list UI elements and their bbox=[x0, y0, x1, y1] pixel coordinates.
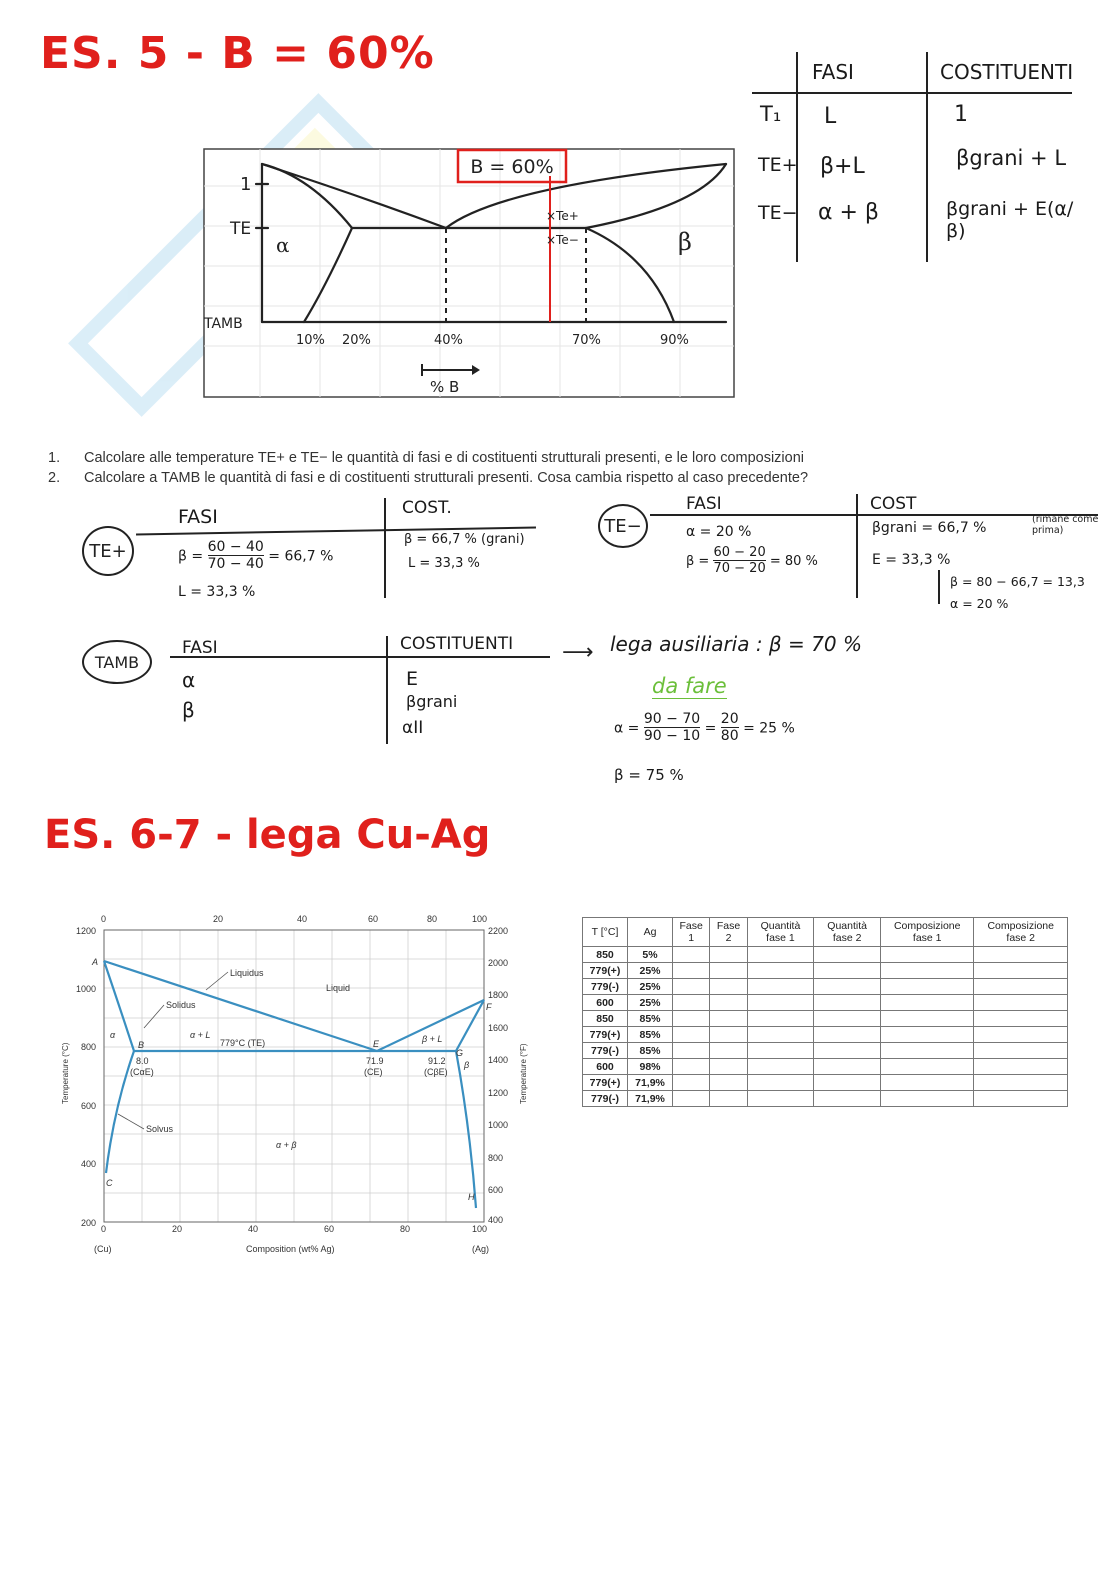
point-c: C bbox=[106, 1178, 113, 1188]
cell-ag: 98% bbox=[628, 1059, 673, 1075]
table-row bbox=[583, 1043, 1068, 1059]
cell-empty bbox=[880, 1043, 974, 1059]
table-row bbox=[583, 1027, 1068, 1043]
cu-ag-exercise-table bbox=[582, 917, 1068, 1107]
cell-empty bbox=[710, 1059, 747, 1075]
label-alpha: α bbox=[110, 1030, 116, 1040]
label-ce: 71.9 bbox=[366, 1056, 384, 1066]
tamb-cost-beta: βgrani bbox=[406, 692, 458, 711]
cell-empty bbox=[747, 995, 814, 1011]
cell-empty bbox=[673, 1027, 710, 1043]
point-e: E bbox=[373, 1039, 380, 1049]
question-1: 1. Calcolare alle temperature TE+ e TE− le quantità di fasi e di costituenti strutturali presenti, e le loro composizioni bbox=[48, 450, 805, 466]
cell-temperature: 779(-) bbox=[583, 979, 628, 995]
cell-empty bbox=[814, 1075, 881, 1091]
th-ag: Ag bbox=[628, 918, 673, 947]
th-fase2: Fase 2 bbox=[710, 918, 747, 947]
left-tick-1200: 1200 bbox=[76, 926, 97, 936]
row-te-minus-fasi: α + β bbox=[818, 200, 879, 225]
table-row bbox=[583, 963, 1068, 979]
cell-empty bbox=[710, 1091, 747, 1107]
te-minus-circle: TE− bbox=[598, 504, 648, 548]
right-tick-1600: 1600 bbox=[488, 1023, 509, 1033]
bottom-tick-80: 80 bbox=[400, 1224, 411, 1234]
label-liquid: Liquid bbox=[326, 983, 351, 993]
te-plus-circle: TE+ bbox=[82, 526, 134, 576]
cell-empty bbox=[747, 979, 814, 995]
row-t1-cost: 1 bbox=[954, 102, 968, 127]
te-plus-beta-eq: β = $\frac{60 - 40}{70 - 40}$ = 66,7 % bbox=[178, 539, 334, 573]
tamb-cost-e: E bbox=[406, 668, 419, 690]
bottom-tick-20: 20 bbox=[172, 1224, 183, 1234]
marker-te-plus: ×Te+ bbox=[546, 209, 579, 223]
cell-ag: 5% bbox=[628, 947, 673, 963]
cell-empty bbox=[710, 1011, 747, 1027]
cell-empty bbox=[880, 1091, 974, 1107]
cell-empty bbox=[880, 979, 974, 995]
cell-empty bbox=[673, 1011, 710, 1027]
cell-empty bbox=[710, 995, 747, 1011]
cell-empty bbox=[880, 963, 974, 979]
th-c2: Composizione fase 2 bbox=[974, 918, 1068, 947]
y-label-1: 1 bbox=[240, 174, 252, 195]
tamb-arrow-text: lega ausiliaria : β = 70 % bbox=[610, 632, 862, 656]
right-tick-1000: 1000 bbox=[488, 1120, 509, 1130]
label-beta-l: β + L bbox=[422, 1034, 443, 1044]
table-row bbox=[583, 979, 1068, 995]
tamb-fase-beta: β bbox=[182, 698, 195, 722]
cell-empty bbox=[747, 1027, 814, 1043]
cell-temperature: 779(+) bbox=[583, 1075, 628, 1091]
cell-empty bbox=[974, 995, 1068, 1011]
cell-empty bbox=[710, 979, 747, 995]
cell-empty bbox=[974, 1043, 1068, 1059]
te-minus-cost-beta: βgrani = 66,7 % bbox=[872, 520, 987, 536]
cell-empty bbox=[880, 1059, 974, 1075]
cell-empty bbox=[710, 1075, 747, 1091]
cell-empty bbox=[747, 1059, 814, 1075]
cell-empty bbox=[673, 1059, 710, 1075]
th-fase1: Fase 1 bbox=[673, 918, 710, 947]
te-plus-cost-beta: β = 66,7 % (grani) bbox=[404, 532, 525, 547]
row-te-minus-label: TE− bbox=[758, 202, 798, 224]
te-minus-block bbox=[650, 494, 1110, 618]
label-alpha-beta: α + β bbox=[276, 1140, 297, 1150]
row-t1-fasi: L bbox=[824, 104, 837, 129]
x-tick-10: 10% bbox=[296, 333, 325, 348]
cell-empty bbox=[814, 1011, 881, 1027]
cell-empty bbox=[747, 1043, 814, 1059]
cell-empty bbox=[673, 995, 710, 1011]
cell-empty bbox=[880, 947, 974, 963]
bottom-tick-0: 0 bbox=[101, 1224, 107, 1234]
left-tick-200: 200 bbox=[81, 1218, 97, 1228]
tamb-block bbox=[170, 632, 560, 748]
cell-empty bbox=[673, 979, 710, 995]
cell-empty bbox=[814, 995, 881, 1011]
table-row bbox=[583, 947, 1068, 963]
cu-ag-phase-diagram bbox=[56, 908, 546, 1264]
top-tick-20: 20 bbox=[213, 914, 224, 924]
label-eutectic: 779°C (TE) bbox=[220, 1038, 266, 1048]
ex5-summary-table bbox=[752, 52, 1082, 264]
row-te-plus-fasi: β+L bbox=[820, 154, 865, 179]
right-tick-2000: 2000 bbox=[488, 958, 509, 968]
th-c1: Composizione fase 1 bbox=[880, 918, 974, 947]
top-tick-80: 80 bbox=[427, 914, 438, 924]
table-row bbox=[583, 1091, 1068, 1107]
x-tick-70: 70% bbox=[572, 333, 601, 348]
cell-empty bbox=[710, 963, 747, 979]
cell-empty bbox=[710, 1043, 747, 1059]
cell-empty bbox=[747, 1011, 814, 1027]
point-f: F bbox=[486, 1002, 492, 1012]
top-tick-100: 100 bbox=[472, 914, 488, 924]
x-end-cu: (Cu) bbox=[94, 1244, 112, 1254]
x-tick-90: 90% bbox=[660, 333, 689, 348]
tamb-beta-line: β = 75 % bbox=[614, 766, 684, 784]
cell-temperature: 600 bbox=[583, 995, 628, 1011]
label-alpha-l: α + L bbox=[190, 1030, 211, 1040]
cell-empty bbox=[673, 1091, 710, 1107]
te-minus-sub-alpha: α = 20 % bbox=[950, 596, 1009, 611]
table-row bbox=[583, 1059, 1068, 1075]
questions-list bbox=[48, 450, 808, 490]
cell-ag: 71,9% bbox=[628, 1075, 673, 1091]
region-alpha: α bbox=[276, 233, 290, 257]
row-t1-label: T₁ bbox=[760, 102, 782, 126]
label-liquidus: Liquidus bbox=[230, 968, 264, 978]
axis-label: % B bbox=[430, 378, 460, 396]
tamb-green-note: da fare bbox=[652, 674, 727, 698]
cell-empty bbox=[974, 1075, 1068, 1091]
point-a: A bbox=[92, 957, 99, 967]
te-minus-sub-beta: β = 80 − 66,7 = 13,3 bbox=[950, 574, 1085, 589]
cell-empty bbox=[673, 947, 710, 963]
label-beta: β bbox=[464, 1060, 470, 1070]
cell-ag: 25% bbox=[628, 979, 673, 995]
cell-temperature: 600 bbox=[583, 1059, 628, 1075]
cell-ag: 85% bbox=[628, 1043, 673, 1059]
te-plus-fasi-head: FASI bbox=[178, 506, 218, 528]
point-h: H bbox=[468, 1192, 475, 1202]
left-tick-1000: 1000 bbox=[76, 984, 97, 994]
ex5-phase-diagram bbox=[200, 146, 740, 400]
bottom-tick-40: 40 bbox=[248, 1224, 259, 1234]
cell-empty bbox=[814, 1027, 881, 1043]
col-fasi: FASI bbox=[812, 60, 854, 84]
tamb-cost-head: COSTITUENTI bbox=[400, 634, 514, 654]
cell-temperature: 779(+) bbox=[583, 963, 628, 979]
y-label-te: TE bbox=[230, 219, 252, 239]
label-ca: 8.0 bbox=[136, 1056, 149, 1066]
te-plus-cost-head: COST. bbox=[402, 498, 452, 518]
row-te-plus-cost: βgrani + L bbox=[956, 146, 1067, 170]
cell-temperature: 779(-) bbox=[583, 1043, 628, 1059]
top-tick-40: 40 bbox=[297, 914, 308, 924]
right-tick-400: 400 bbox=[488, 1215, 504, 1225]
te-plus-cost-l: L = 33,3 % bbox=[408, 556, 480, 571]
cell-empty bbox=[880, 1011, 974, 1027]
col-costituenti: COSTITUENTI bbox=[940, 60, 1074, 84]
cell-empty bbox=[814, 963, 881, 979]
point-g: G bbox=[456, 1048, 464, 1058]
cell-temperature: 850 bbox=[583, 1011, 628, 1027]
te-minus-cost-note: (rimane come prima) bbox=[1032, 514, 1099, 536]
bottom-tick-100: 100 bbox=[472, 1224, 488, 1234]
left-tick-600: 600 bbox=[81, 1101, 97, 1111]
right-tick-800: 800 bbox=[488, 1153, 504, 1163]
right-tick-1800: 1800 bbox=[488, 990, 509, 1000]
label-ca-sub: (CαE) bbox=[130, 1067, 154, 1077]
y-label-tamb: TAMB bbox=[204, 316, 243, 332]
cell-empty bbox=[880, 1027, 974, 1043]
cell-ag: 85% bbox=[628, 1027, 673, 1043]
cell-empty bbox=[747, 1091, 814, 1107]
cell-empty bbox=[814, 1059, 881, 1075]
te-minus-cost-e: E = 33,3 % bbox=[872, 552, 951, 568]
cell-ag: 85% bbox=[628, 1011, 673, 1027]
te-minus-beta-eq: β = $\frac{60 - 20}{70 - 20}$ = 80 % bbox=[686, 545, 818, 577]
tamb-fasi-head: FASI bbox=[182, 638, 218, 658]
region-beta: β bbox=[678, 228, 692, 256]
y-title-right: Temperature (°F) bbox=[519, 1043, 528, 1104]
te-plus-block bbox=[136, 498, 546, 608]
cell-empty bbox=[747, 1075, 814, 1091]
cell-empty bbox=[673, 1043, 710, 1059]
tamb-alpha-eq: α = $\frac{90 - 70}{90 - 10}$ = $\frac{20}{80}$ = 25 % bbox=[614, 711, 795, 745]
te-minus-fasi-head: FASI bbox=[686, 494, 722, 514]
right-tick-600: 600 bbox=[488, 1185, 504, 1195]
tamb-circle: TAMB bbox=[82, 640, 152, 684]
arrow-icon: ⟶ bbox=[562, 640, 594, 665]
cell-empty bbox=[747, 947, 814, 963]
cell-empty bbox=[814, 1043, 881, 1059]
table-row bbox=[583, 995, 1068, 1011]
left-tick-400: 400 bbox=[81, 1159, 97, 1169]
te-minus-alpha: α = 20 % bbox=[686, 524, 752, 540]
top-tick-60: 60 bbox=[368, 914, 379, 924]
label-solvus: Solvus bbox=[146, 1124, 174, 1134]
row-te-plus-label: TE+ bbox=[758, 154, 798, 176]
cell-empty bbox=[880, 1075, 974, 1091]
cell-empty bbox=[974, 1091, 1068, 1107]
cell-empty bbox=[974, 963, 1068, 979]
right-tick-2200: 2200 bbox=[488, 926, 509, 936]
cell-empty bbox=[974, 979, 1068, 995]
cell-ag: 25% bbox=[628, 963, 673, 979]
cell-empty bbox=[974, 1027, 1068, 1043]
ex67-title: ES. 6-7 - lega Cu-Ag bbox=[44, 812, 491, 858]
cell-empty bbox=[673, 963, 710, 979]
marker-te-minus: ×Te− bbox=[546, 233, 579, 247]
table-row bbox=[583, 1011, 1068, 1027]
right-tick-1200: 1200 bbox=[488, 1088, 509, 1098]
cell-empty bbox=[710, 947, 747, 963]
th-q2: Quantità fase 2 bbox=[814, 918, 881, 947]
cell-empty bbox=[814, 1091, 881, 1107]
cell-ag: 25% bbox=[628, 995, 673, 1011]
label-box: B = 60% bbox=[470, 156, 554, 178]
cell-empty bbox=[747, 963, 814, 979]
x-axis-title: Composition (wt% Ag) bbox=[246, 1244, 335, 1254]
label-cb-sub: (CβE) bbox=[424, 1067, 448, 1077]
tamb-cost-alpha2: αII bbox=[402, 718, 424, 738]
cell-empty bbox=[974, 1059, 1068, 1075]
top-tick-0: 0 bbox=[101, 914, 107, 924]
cell-empty bbox=[880, 995, 974, 1011]
cell-temperature: 779(+) bbox=[583, 1027, 628, 1043]
question-2: 2. Calcolare a TAMB le quantità di fasi e di costituenti strutturali presenti. Cosa cambia rispetto al caso precedente? bbox=[48, 470, 809, 486]
cell-empty bbox=[974, 947, 1068, 963]
label-cb: 91.2 bbox=[428, 1056, 446, 1066]
cell-empty bbox=[814, 979, 881, 995]
point-b: B bbox=[138, 1040, 145, 1050]
ex5-title: ES. 5 - B = 60% bbox=[40, 28, 435, 79]
row-te-minus-cost: βgrani + E(α/β) bbox=[946, 198, 1074, 242]
cell-empty bbox=[673, 1075, 710, 1091]
y-title-left: Temperature (°C) bbox=[61, 1042, 70, 1104]
left-tick-800: 800 bbox=[81, 1042, 97, 1052]
x-end-ag: (Ag) bbox=[472, 1244, 490, 1254]
bottom-tick-60: 60 bbox=[324, 1224, 335, 1234]
label-solidus: Solidus bbox=[166, 1000, 196, 1010]
right-tick-1400: 1400 bbox=[488, 1055, 509, 1065]
cell-ag: 71,9% bbox=[628, 1091, 673, 1107]
table-row bbox=[583, 1075, 1068, 1091]
th-q1: Quantità fase 1 bbox=[747, 918, 814, 947]
cell-temperature: 850 bbox=[583, 947, 628, 963]
tamb-fase-alpha: α bbox=[182, 668, 196, 692]
cell-empty bbox=[710, 1027, 747, 1043]
x-tick-20: 20% bbox=[342, 333, 371, 348]
te-minus-cost-head: COST bbox=[870, 494, 917, 514]
label-ce-sub: (CE) bbox=[364, 1067, 383, 1077]
th-t: T [°C] bbox=[583, 918, 628, 947]
cell-empty bbox=[814, 947, 881, 963]
te-plus-l: L = 33,3 % bbox=[178, 584, 256, 600]
cell-empty bbox=[974, 1011, 1068, 1027]
x-tick-40: 40% bbox=[434, 333, 463, 348]
cell-temperature: 779(-) bbox=[583, 1091, 628, 1107]
